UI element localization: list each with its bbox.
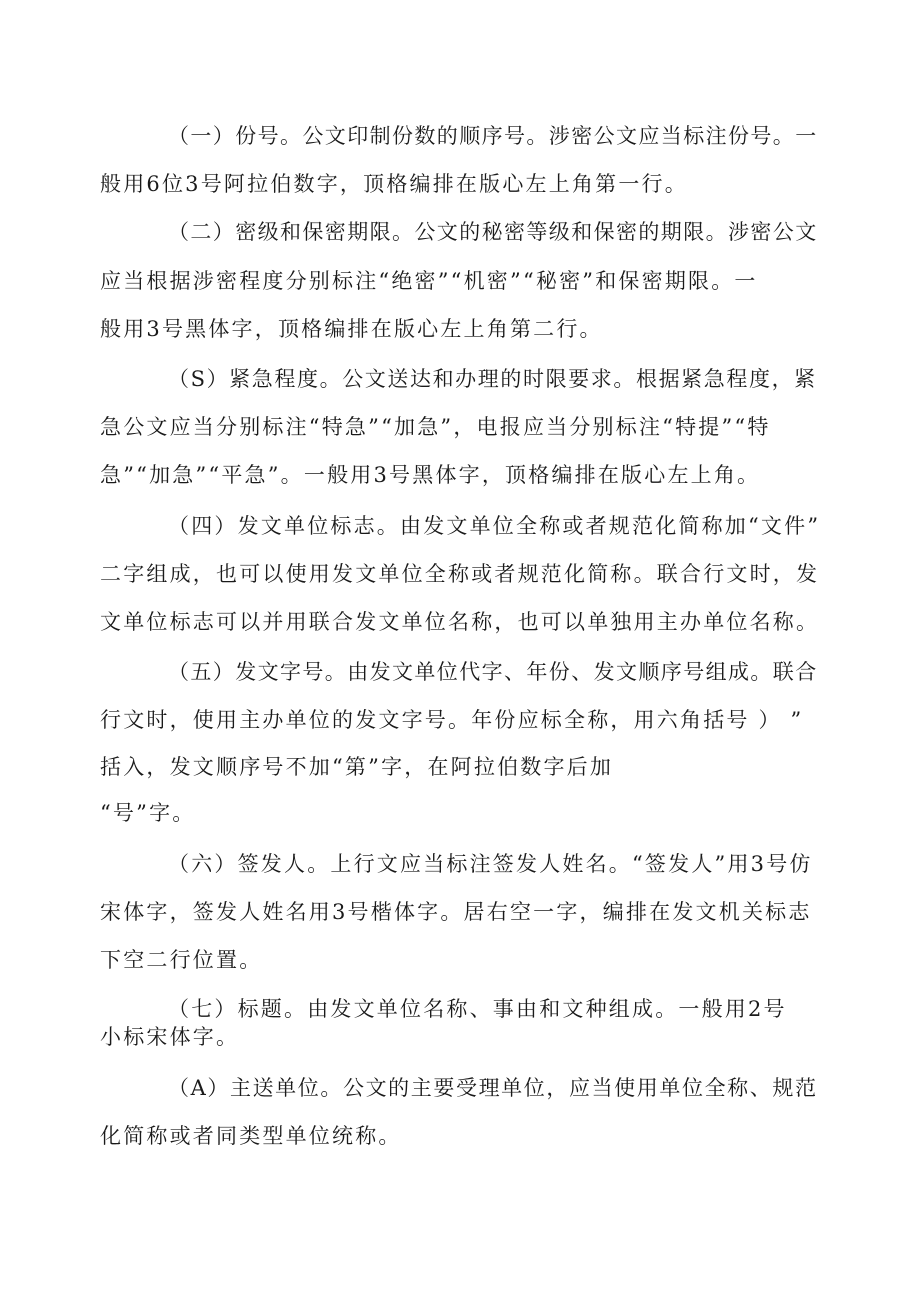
paragraph-4-line-3: 文单位标志可以并用联合发文单位名称，也可以单独用主办单位名称。 — [100, 610, 820, 634]
paragraph-6-line-1: （六）签发人。上行文应当标注签发人姓名。“签发人”用3号仿 — [168, 852, 813, 876]
paragraph-4-line-1: （四）发文单位标志。由发文单位全称或者规范化简称加“文件” — [168, 514, 821, 538]
paragraph-3-line-1: （S）紧急程度。公文送达和办理的时限要求。根据紧急程度，紧 — [168, 367, 817, 391]
paragraph-3-line-2: 急公文应当分别标注“特急”“加急”，电报应当分别标注“特提”“特 — [100, 415, 771, 439]
paragraph-5-line-2: 行文时，使用主办单位的发文字号。年份应标全称，用六角括号 ） ” — [100, 708, 804, 732]
paragraph-1-line-1: （一）份号。公文印制份数的顺序号。涉密公文应当标注份号。一 — [168, 124, 818, 148]
paragraph-1-line-2: 般用6位3号阿拉伯数字，顶格编排在版心左上角第一行。 — [100, 172, 688, 196]
paragraph-2-line-2: 应当根据涉密程度分别标注“绝密”“机密”“秘密”和保密期限。一 — [100, 269, 758, 293]
paragraph-7-line-1: （七）标题。由发文单位名称、事由和文种组成。一般用2号 — [168, 997, 787, 1021]
paragraph-6-line-3: 下空二行位置。 — [100, 948, 263, 972]
paragraph-6-line-2: 宋体字，签发人姓名用3号楷体字。居右空一字，编排在发文机关标志 — [100, 900, 812, 924]
paragraph-5-line-4: “号”字。 — [100, 801, 196, 825]
paragraph-8-line-2: 化简称或者同类型单位统称。 — [100, 1124, 402, 1148]
paragraph-4-line-2: 二字组成，也可以使用发文单位全称或者规范化简称。联合行文时，发 — [100, 562, 820, 586]
paragraph-8-line-1: （A）主送单位。公文的主要受理单位，应当使用单位全称、规范 — [168, 1076, 818, 1100]
paragraph-2-line-3: 般用3号黑体字，顶格编排在版心左上角第二行。 — [100, 317, 603, 341]
paragraph-5-line-3: 括入，发文顺序号不加“第”字，在阿拉伯数字后加 — [100, 755, 614, 779]
paragraph-3-line-3: 急”“加急”“平急”。一般用3号黑体字，顶格编排在版心左上角。 — [100, 463, 761, 487]
paragraph-7-line-2: 小标宋体字。 — [100, 1025, 240, 1049]
paragraph-2-line-1: （二）密级和保密期限。公文的秘密等级和保密的期限。涉密公文 — [168, 220, 818, 244]
paragraph-5-line-1: （五）发文字号。由发文单位代字、年份、发文顺序号组成。联合 — [168, 660, 818, 684]
